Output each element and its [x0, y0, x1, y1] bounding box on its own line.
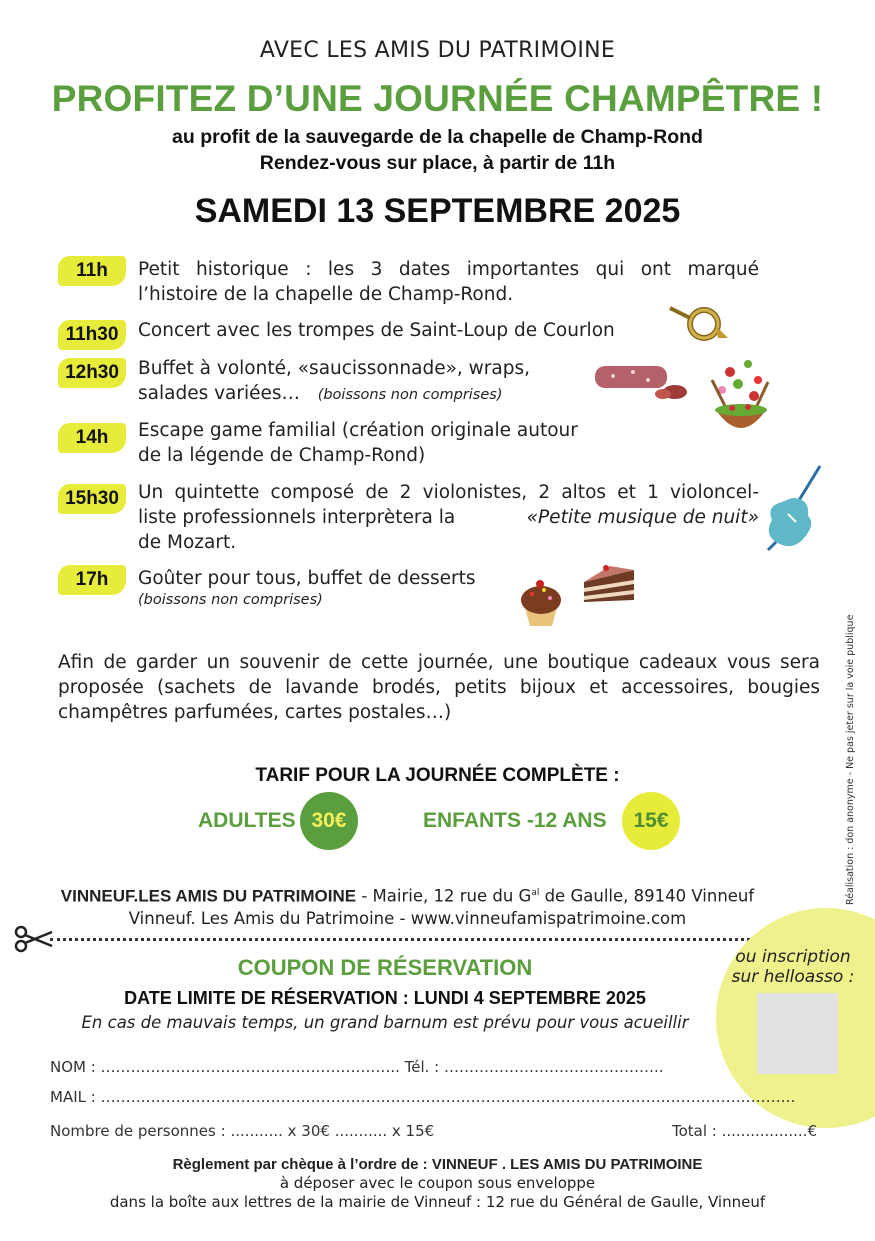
program-item-buffet: Buffet à volonté, «saucissonnade», wraps, salades variées… (boissons non comprises)	[138, 358, 530, 404]
persons-count-field[interactable]: Nombre de personnes : ........... x 30€ ........... x 15€	[50, 1122, 435, 1140]
program-item-history: Petit historique : les 3 dates importantes qui ont marqué l’histoire de la chapelle de Champ-Rond.	[138, 259, 759, 305]
time-badge-17h: 17h	[58, 565, 126, 595]
event-date: SAMEDI 13 SEPTEMBRE 2025	[194, 192, 681, 230]
name-phone-field[interactable]: NOM : ……………………………………………….….. Tél. : ……………………………………..	[50, 1058, 664, 1076]
cake-slice-icon	[580, 562, 638, 606]
organizer-info: VINNEUF.LES AMIS DU PATRIMOINE - Mairie, 12 rue du $G^{al}$ de Gaulle, 89140 Vinneuf Vinneuf. Les Amis du Patrimoine - www.vinneufamispatrimoine.com	[60, 886, 755, 928]
total-field[interactable]: Total : ..................€	[672, 1122, 817, 1140]
event-subtitle: au profit de la sauvegarde de la chapelle de Champ-Rond	[172, 126, 703, 148]
payment-instructions: Règlement par chèque à l’ordre de : VINNEUF . LES AMIS DU PATRIMOINE à déposer avec le coupon sous enveloppe dans la boîte aux lettres de la mairie de Vinneuf : 12 rue du Général de Gaulle, Vinneuf	[109, 1156, 766, 1211]
pricing-title: TARIF POUR LA JOURNÉE COMPLÈTE :	[255, 765, 620, 786]
cello-icon	[762, 462, 826, 552]
hunting-horn-icon	[668, 302, 730, 342]
event-kicker: AVEC LES AMIS DU PATRIMOINE	[259, 38, 616, 63]
reservation-deadline: DATE LIMITE DE RÉSERVATION : LUNDI 4 SEPTEMBRE 2025	[124, 988, 646, 1008]
time-badge-14h: 14h	[58, 423, 126, 453]
program-item-quintet: Un quintette composé de 2 violonistes, 2 altos et 1 violoncel- liste professionnels interprètera la «Petite musique de nuit» de Mozart.	[138, 482, 759, 553]
program-item-snack: Goûter pour tous, buffet de desserts (boissons non comprises)	[138, 568, 476, 608]
sausage-icon	[593, 362, 693, 402]
time-badge-11h: 11h	[58, 256, 126, 286]
credit-note: Réalisation : don anonyme - Ne pas jeter sur la voie publique	[845, 614, 856, 905]
program-item-escape-game: Escape game familial (création originale autour de la légende de Champ-Rond)	[138, 420, 578, 466]
adult-price-badge: 30€	[300, 792, 358, 850]
time-badge-12h30: 12h30	[58, 358, 126, 388]
event-meeting-time: Rendez-vous sur place, à partir de 11h	[259, 152, 616, 174]
time-badge-11h30: 11h30	[58, 320, 126, 350]
helloasso-text: ou inscription sur helloasso :	[731, 947, 855, 987]
cupcake-icon	[516, 578, 566, 628]
salad-bowl-icon	[708, 352, 774, 440]
souvenir-paragraph: Afin de garder un souvenir de cette journée, une boutique cadeaux vous sera proposée (sachets de lavande brodés, petits bijoux et accessoires, bougies champêtres parfumées, cartes postales…)	[58, 652, 820, 723]
child-price-badge: 15€	[622, 792, 680, 850]
weather-note: En cas de mauvais temps, un grand barnum est prévu pour vous acueillir	[81, 1013, 689, 1032]
coupon-title: COUPON DE RÉSERVATION	[237, 955, 533, 980]
page-title: PROFITEZ D’UNE JOURNÉE CHAMPÊTRE !	[51, 78, 824, 119]
time-badge-15h30: 15h30	[58, 484, 126, 514]
child-label: ENFANTS -12 ANS	[423, 809, 607, 832]
scissors-icon	[14, 924, 54, 954]
program-item-concert: Concert avec les trompes de Saint-Loup de Courlon	[138, 320, 615, 341]
adult-label: ADULTES	[198, 809, 296, 832]
email-field[interactable]: MAIL : ………………………………………………………………………………………………………………………….	[50, 1088, 796, 1106]
